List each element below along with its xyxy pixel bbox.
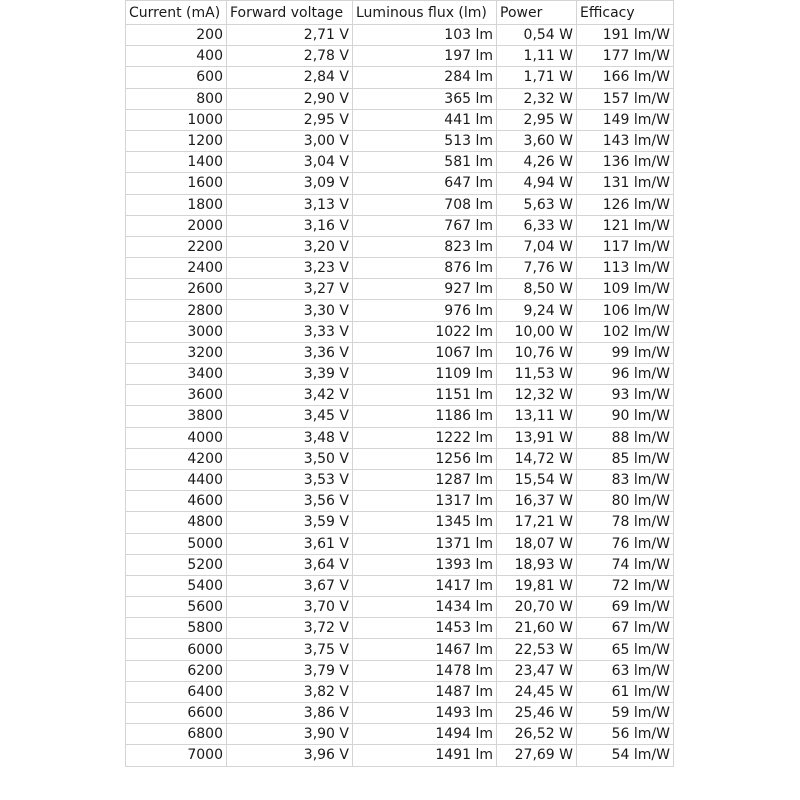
table-row xyxy=(126,385,674,406)
cell-current[interactable]: 1400 xyxy=(126,152,227,173)
cell-forward-voltage[interactable]: 3,23 V xyxy=(227,258,353,279)
cell-power[interactable]: 7,76 W xyxy=(497,258,577,279)
cell-current[interactable]: 6400 xyxy=(126,681,227,702)
cell-power[interactable]: 13,91 W xyxy=(497,427,577,448)
cell-forward-voltage[interactable]: 3,48 V xyxy=(227,427,353,448)
cell-forward-voltage[interactable]: 3,86 V xyxy=(227,703,353,724)
table-row xyxy=(126,554,674,575)
cell-power[interactable]: 27,69 W xyxy=(497,745,577,766)
cell-efficacy[interactable]: 76 lm/W xyxy=(577,533,674,554)
cell-efficacy[interactable]: 136 lm/W xyxy=(577,152,674,173)
cell-current[interactable]: 5800 xyxy=(126,618,227,639)
cell-forward-voltage[interactable]: 3,82 V xyxy=(227,681,353,702)
cell-efficacy[interactable]: 63 lm/W xyxy=(577,660,674,681)
cell-power[interactable]: 17,21 W xyxy=(497,512,577,533)
cell-power[interactable]: 10,00 W xyxy=(497,321,577,342)
table-row xyxy=(126,321,674,342)
cell-efficacy[interactable]: 56 lm/W xyxy=(577,724,674,745)
cell-luminous-flux[interactable]: 1151 lm xyxy=(353,385,497,406)
cell-forward-voltage[interactable]: 3,39 V xyxy=(227,364,353,385)
cell-forward-voltage[interactable]: 3,36 V xyxy=(227,342,353,363)
cell-luminous-flux[interactable]: 581 lm xyxy=(353,152,497,173)
cell-luminous-flux[interactable]: 103 lm xyxy=(353,25,497,46)
cell-forward-voltage[interactable]: 3,13 V xyxy=(227,194,353,215)
cell-power[interactable]: 3,60 W xyxy=(497,130,577,151)
cell-efficacy[interactable]: 157 lm/W xyxy=(577,88,674,109)
header-forward-voltage[interactable]: Forward voltage xyxy=(227,1,353,25)
table-row xyxy=(126,215,674,236)
cell-forward-voltage[interactable]: 3,20 V xyxy=(227,236,353,257)
table-row xyxy=(126,618,674,639)
cell-current[interactable]: 1800 xyxy=(126,194,227,215)
cell-current[interactable]: 4200 xyxy=(126,448,227,469)
table-row xyxy=(126,25,674,46)
cell-forward-voltage[interactable]: 2,71 V xyxy=(227,25,353,46)
cell-forward-voltage[interactable]: 2,90 V xyxy=(227,88,353,109)
cell-efficacy[interactable]: 59 lm/W xyxy=(577,703,674,724)
cell-forward-voltage[interactable]: 3,45 V xyxy=(227,406,353,427)
table-row xyxy=(126,533,674,554)
cell-luminous-flux[interactable]: 1491 lm xyxy=(353,745,497,766)
cell-power[interactable]: 14,72 W xyxy=(497,448,577,469)
cell-efficacy[interactable]: 113 lm/W xyxy=(577,258,674,279)
cell-current[interactable]: 1000 xyxy=(126,109,227,130)
cell-luminous-flux[interactable]: 823 lm xyxy=(353,236,497,257)
cell-efficacy[interactable]: 93 lm/W xyxy=(577,385,674,406)
table-row xyxy=(126,364,674,385)
cell-luminous-flux[interactable]: 1345 lm xyxy=(353,512,497,533)
cell-forward-voltage[interactable]: 3,50 V xyxy=(227,448,353,469)
cell-power[interactable]: 20,70 W xyxy=(497,597,577,618)
cell-efficacy[interactable]: 99 lm/W xyxy=(577,342,674,363)
cell-forward-voltage[interactable]: 3,59 V xyxy=(227,512,353,533)
cell-power[interactable]: 18,07 W xyxy=(497,533,577,554)
table-row xyxy=(126,491,674,512)
cell-current[interactable]: 5600 xyxy=(126,597,227,618)
cell-current[interactable]: 1200 xyxy=(126,130,227,151)
cell-forward-voltage[interactable]: 3,67 V xyxy=(227,575,353,596)
cell-efficacy[interactable]: 78 lm/W xyxy=(577,512,674,533)
header-power[interactable]: Power xyxy=(497,1,577,25)
cell-forward-voltage[interactable]: 3,16 V xyxy=(227,215,353,236)
cell-forward-voltage[interactable]: 3,72 V xyxy=(227,618,353,639)
table-row xyxy=(126,67,674,88)
cell-current[interactable]: 2000 xyxy=(126,215,227,236)
cell-power[interactable]: 4,26 W xyxy=(497,152,577,173)
table-row xyxy=(126,279,674,300)
cell-efficacy[interactable]: 72 lm/W xyxy=(577,575,674,596)
cell-forward-voltage[interactable]: 2,78 V xyxy=(227,46,353,67)
cell-luminous-flux[interactable]: 647 lm xyxy=(353,173,497,194)
cell-power[interactable]: 1,71 W xyxy=(497,67,577,88)
cell-forward-voltage[interactable]: 3,56 V xyxy=(227,491,353,512)
cell-forward-voltage[interactable]: 3,64 V xyxy=(227,554,353,575)
cell-forward-voltage[interactable]: 3,09 V xyxy=(227,173,353,194)
cell-efficacy[interactable]: 126 lm/W xyxy=(577,194,674,215)
cell-luminous-flux[interactable]: 1467 lm xyxy=(353,639,497,660)
table-row xyxy=(126,724,674,745)
cell-forward-voltage[interactable]: 3,30 V xyxy=(227,300,353,321)
cell-efficacy[interactable]: 191 lm/W xyxy=(577,25,674,46)
cell-efficacy[interactable]: 67 lm/W xyxy=(577,618,674,639)
cell-current[interactable]: 2400 xyxy=(126,258,227,279)
cell-current[interactable]: 2200 xyxy=(126,236,227,257)
cell-forward-voltage[interactable]: 3,04 V xyxy=(227,152,353,173)
table-row xyxy=(126,130,674,151)
cell-current[interactable]: 2800 xyxy=(126,300,227,321)
cell-current[interactable]: 6000 xyxy=(126,639,227,660)
cell-forward-voltage[interactable]: 2,95 V xyxy=(227,109,353,130)
cell-current[interactable]: 4400 xyxy=(126,469,227,490)
cell-luminous-flux[interactable]: 1109 lm xyxy=(353,364,497,385)
cell-power[interactable]: 2,95 W xyxy=(497,109,577,130)
cell-luminous-flux[interactable]: 767 lm xyxy=(353,215,497,236)
cell-luminous-flux[interactable]: 1434 lm xyxy=(353,597,497,618)
cell-forward-voltage[interactable]: 3,27 V xyxy=(227,279,353,300)
cell-power[interactable]: 26,52 W xyxy=(497,724,577,745)
cell-efficacy[interactable]: 109 lm/W xyxy=(577,279,674,300)
table-row xyxy=(126,660,674,681)
cell-efficacy[interactable]: 96 lm/W xyxy=(577,364,674,385)
cell-efficacy[interactable]: 74 lm/W xyxy=(577,554,674,575)
cell-power[interactable]: 25,46 W xyxy=(497,703,577,724)
table-row xyxy=(126,173,674,194)
header-current[interactable]: Current (mA) xyxy=(126,1,227,25)
header-efficacy[interactable]: Efficacy xyxy=(577,1,674,25)
cell-current[interactable]: 6200 xyxy=(126,660,227,681)
cell-efficacy[interactable]: 121 lm/W xyxy=(577,215,674,236)
cell-current[interactable]: 400 xyxy=(126,46,227,67)
cell-efficacy[interactable]: 85 lm/W xyxy=(577,448,674,469)
cell-current[interactable]: 4800 xyxy=(126,512,227,533)
cell-power[interactable]: 11,53 W xyxy=(497,364,577,385)
cell-efficacy[interactable]: 102 lm/W xyxy=(577,321,674,342)
cell-luminous-flux[interactable]: 1317 lm xyxy=(353,491,497,512)
cell-power[interactable]: 10,76 W xyxy=(497,342,577,363)
cell-current[interactable]: 200 xyxy=(126,25,227,46)
cell-luminous-flux[interactable]: 197 lm xyxy=(353,46,497,67)
cell-current[interactable]: 800 xyxy=(126,88,227,109)
cell-power[interactable]: 22,53 W xyxy=(497,639,577,660)
cell-current[interactable]: 3200 xyxy=(126,342,227,363)
cell-efficacy[interactable]: 65 lm/W xyxy=(577,639,674,660)
cell-power[interactable]: 15,54 W xyxy=(497,469,577,490)
table-row xyxy=(126,427,674,448)
table-row xyxy=(126,639,674,660)
cell-forward-voltage[interactable]: 3,75 V xyxy=(227,639,353,660)
cell-luminous-flux[interactable]: 1222 lm xyxy=(353,427,497,448)
cell-power[interactable]: 0,54 W xyxy=(497,25,577,46)
table-row xyxy=(126,88,674,109)
cell-forward-voltage[interactable]: 3,70 V xyxy=(227,597,353,618)
header-row xyxy=(126,1,674,25)
cell-efficacy[interactable]: 166 lm/W xyxy=(577,67,674,88)
cell-current[interactable]: 600 xyxy=(126,67,227,88)
cell-luminous-flux[interactable]: 1453 lm xyxy=(353,618,497,639)
cell-efficacy[interactable]: 149 lm/W xyxy=(577,109,674,130)
cell-power[interactable]: 8,50 W xyxy=(497,279,577,300)
cell-luminous-flux[interactable]: 1186 lm xyxy=(353,406,497,427)
cell-forward-voltage[interactable]: 3,61 V xyxy=(227,533,353,554)
cell-efficacy[interactable]: 69 lm/W xyxy=(577,597,674,618)
table-row xyxy=(126,300,674,321)
cell-luminous-flux[interactable]: 1494 lm xyxy=(353,724,497,745)
cell-efficacy[interactable]: 54 lm/W xyxy=(577,745,674,766)
cell-luminous-flux[interactable]: 1393 lm xyxy=(353,554,497,575)
cell-luminous-flux[interactable]: 513 lm xyxy=(353,130,497,151)
cell-luminous-flux[interactable]: 1067 lm xyxy=(353,342,497,363)
cell-forward-voltage[interactable]: 3,96 V xyxy=(227,745,353,766)
cell-luminous-flux[interactable]: 1022 lm xyxy=(353,321,497,342)
cell-luminous-flux[interactable]: 365 lm xyxy=(353,88,497,109)
cell-power[interactable]: 12,32 W xyxy=(497,385,577,406)
cell-power[interactable]: 23,47 W xyxy=(497,660,577,681)
table-row xyxy=(126,342,674,363)
cell-current[interactable]: 2600 xyxy=(126,279,227,300)
cell-current[interactable]: 5200 xyxy=(126,554,227,575)
cell-current[interactable]: 3400 xyxy=(126,364,227,385)
led-characteristics-table xyxy=(125,0,674,767)
cell-power[interactable]: 19,81 W xyxy=(497,575,577,596)
cell-power[interactable]: 16,37 W xyxy=(497,491,577,512)
cell-current[interactable]: 6800 xyxy=(126,724,227,745)
cell-power[interactable]: 1,11 W xyxy=(497,46,577,67)
cell-power[interactable]: 5,63 W xyxy=(497,194,577,215)
table-row xyxy=(126,258,674,279)
cell-luminous-flux[interactable]: 976 lm xyxy=(353,300,497,321)
cell-current[interactable]: 3600 xyxy=(126,385,227,406)
cell-current[interactable]: 4600 xyxy=(126,491,227,512)
cell-power[interactable]: 24,45 W xyxy=(497,681,577,702)
cell-power[interactable]: 2,32 W xyxy=(497,88,577,109)
cell-current[interactable]: 7000 xyxy=(126,745,227,766)
cell-current[interactable]: 3000 xyxy=(126,321,227,342)
table-row xyxy=(126,236,674,257)
cell-luminous-flux[interactable]: 441 lm xyxy=(353,109,497,130)
cell-power[interactable]: 13,11 W xyxy=(497,406,577,427)
cell-efficacy[interactable]: 177 lm/W xyxy=(577,46,674,67)
cell-luminous-flux[interactable]: 1493 lm xyxy=(353,703,497,724)
cell-luminous-flux[interactable]: 1487 lm xyxy=(353,681,497,702)
table-row xyxy=(126,448,674,469)
cell-forward-voltage[interactable]: 3,79 V xyxy=(227,660,353,681)
table-row xyxy=(126,745,674,766)
table-row xyxy=(126,46,674,67)
cell-efficacy[interactable]: 80 lm/W xyxy=(577,491,674,512)
table-header xyxy=(126,1,674,25)
cell-forward-voltage[interactable]: 2,84 V xyxy=(227,67,353,88)
table-row xyxy=(126,469,674,490)
cell-current[interactable]: 5400 xyxy=(126,575,227,596)
cell-forward-voltage[interactable]: 3,90 V xyxy=(227,724,353,745)
table-row xyxy=(126,109,674,130)
cell-efficacy[interactable]: 83 lm/W xyxy=(577,469,674,490)
cell-luminous-flux[interactable]: 1478 lm xyxy=(353,660,497,681)
cell-forward-voltage[interactable]: 3,42 V xyxy=(227,385,353,406)
cell-current[interactable]: 6600 xyxy=(126,703,227,724)
cell-efficacy[interactable]: 90 lm/W xyxy=(577,406,674,427)
cell-power[interactable]: 7,04 W xyxy=(497,236,577,257)
cell-efficacy[interactable]: 131 lm/W xyxy=(577,173,674,194)
cell-luminous-flux[interactable]: 708 lm xyxy=(353,194,497,215)
cell-power[interactable]: 9,24 W xyxy=(497,300,577,321)
table-row xyxy=(126,194,674,215)
cell-forward-voltage[interactable]: 3,33 V xyxy=(227,321,353,342)
cell-power[interactable]: 18,93 W xyxy=(497,554,577,575)
cell-power[interactable]: 4,94 W xyxy=(497,173,577,194)
cell-power[interactable]: 6,33 W xyxy=(497,215,577,236)
cell-luminous-flux[interactable]: 927 lm xyxy=(353,279,497,300)
cell-luminous-flux[interactable]: 1287 lm xyxy=(353,469,497,490)
cell-efficacy[interactable]: 117 lm/W xyxy=(577,236,674,257)
cell-current[interactable]: 1600 xyxy=(126,173,227,194)
cell-current[interactable]: 5000 xyxy=(126,533,227,554)
table-row xyxy=(126,575,674,596)
table-row xyxy=(126,152,674,173)
cell-luminous-flux[interactable]: 1256 lm xyxy=(353,448,497,469)
header-luminous-flux[interactable]: Luminous flux (lm) xyxy=(353,1,497,25)
cell-forward-voltage[interactable]: 3,00 V xyxy=(227,130,353,151)
table-row xyxy=(126,681,674,702)
cell-forward-voltage[interactable]: 3,53 V xyxy=(227,469,353,490)
cell-luminous-flux[interactable]: 284 lm xyxy=(353,67,497,88)
cell-power[interactable]: 21,60 W xyxy=(497,618,577,639)
table-body xyxy=(126,25,674,767)
table-row xyxy=(126,406,674,427)
cell-current[interactable]: 4000 xyxy=(126,427,227,448)
table-row xyxy=(126,597,674,618)
cell-efficacy[interactable]: 88 lm/W xyxy=(577,427,674,448)
table-row xyxy=(126,512,674,533)
cell-efficacy[interactable]: 61 lm/W xyxy=(577,681,674,702)
cell-efficacy[interactable]: 106 lm/W xyxy=(577,300,674,321)
table-row xyxy=(126,703,674,724)
cell-luminous-flux[interactable]: 1371 lm xyxy=(353,533,497,554)
cell-current[interactable]: 3800 xyxy=(126,406,227,427)
cell-luminous-flux[interactable]: 1417 lm xyxy=(353,575,497,596)
cell-luminous-flux[interactable]: 876 lm xyxy=(353,258,497,279)
cell-efficacy[interactable]: 143 lm/W xyxy=(577,130,674,151)
